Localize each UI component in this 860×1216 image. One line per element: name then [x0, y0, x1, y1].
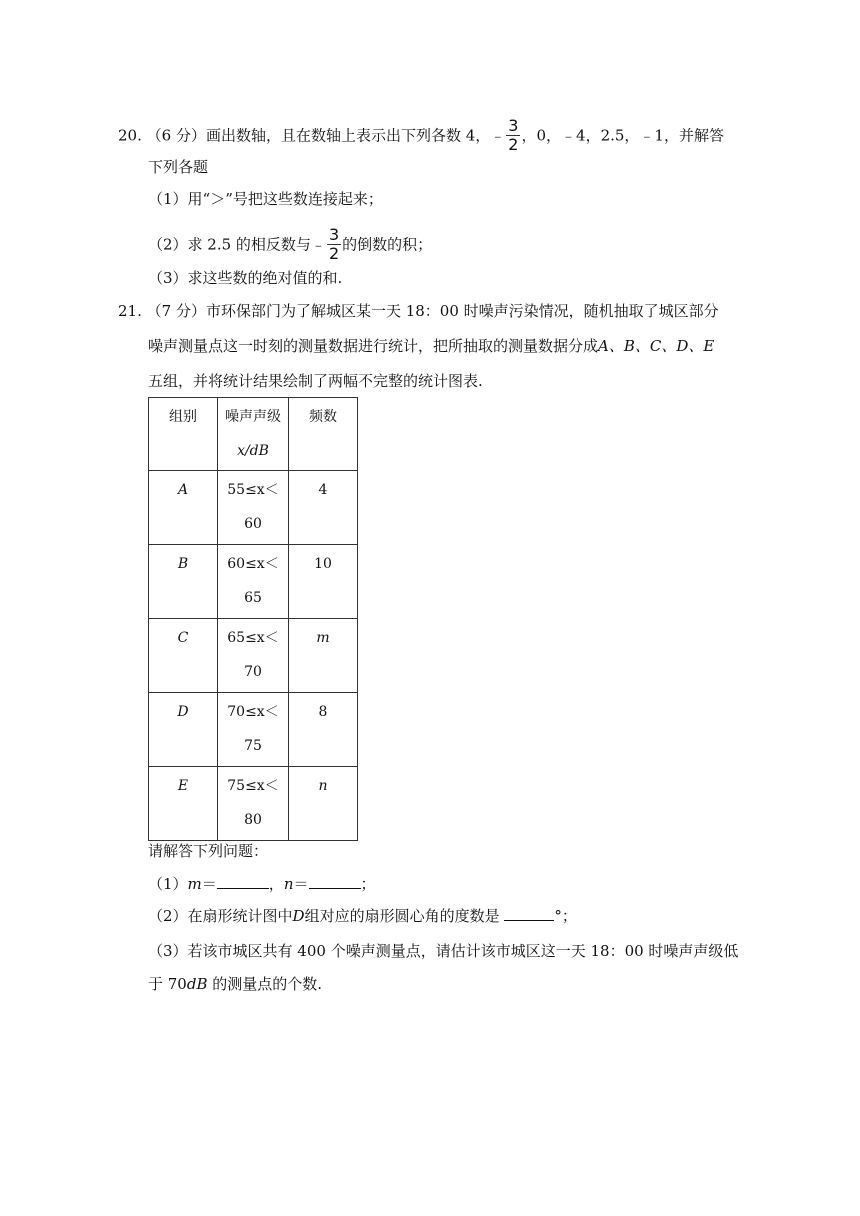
row-range-start: 55≤x＜ — [227, 482, 279, 498]
q20-line1 — [118, 116, 724, 154]
q21-sub2-text-a: （2）在扇形统计图中 — [148, 907, 293, 925]
unit-db: dB — [186, 975, 208, 993]
q20-sub2-fraction — [327, 227, 341, 262]
q21-prompt: 请解答下列问题： — [148, 842, 269, 860]
row-range — [218, 767, 289, 841]
header-noise-level — [218, 398, 289, 471]
table-row — [149, 619, 358, 693]
header-frequency: 频数 — [289, 398, 358, 471]
q20-fraction-numerator: 3 — [508, 116, 519, 135]
table-row — [149, 767, 358, 841]
header-noise-level-label: 噪声声级 — [225, 409, 281, 425]
q21-text-line1: 市环保部门为了解城区某一天 18：00 时噪声污染情况，随机抽取了城区部分 — [205, 302, 719, 320]
var-n: n — [283, 875, 294, 893]
row-frequency: 10 — [289, 545, 358, 619]
row-range-start: 75≤x＜ — [227, 778, 279, 794]
q21-sub1-label: （1） — [148, 875, 188, 893]
equals-sign: ＝ — [293, 875, 309, 893]
row-group: C — [149, 619, 218, 693]
noise-frequency-table — [148, 397, 358, 841]
row-range-end: 80 — [244, 812, 262, 828]
row-group: B — [149, 545, 218, 619]
var-m: m — [187, 875, 202, 893]
row-range-start: 60≤x＜ — [227, 556, 279, 572]
q21-line2 — [148, 335, 714, 357]
q20-sub2-text-a: （2）求 2.5 的相反数与 — [148, 235, 311, 254]
row-range-end: 60 — [244, 516, 262, 532]
row-range-start: 65≤x＜ — [227, 630, 279, 646]
row-range — [218, 471, 289, 545]
var-d: D — [292, 907, 305, 925]
q21-text-line2: 噪声测量点这一时刻的测量数据进行统计，把所抽取的测量数据分成 — [148, 337, 599, 355]
q21-group-letters: A、B、C、D、E — [598, 337, 715, 355]
row-range-start: 70≤x＜ — [227, 704, 279, 720]
q21-points: （7 分） — [146, 302, 206, 320]
q21-sub3-line1: （3）若该市城区共有 400 个噪声测量点，请估计该市城区这一天 18：00 时噪声声级低 — [148, 942, 739, 960]
answer-blank-n[interactable] — [309, 874, 361, 889]
equals-sign: ＝ — [201, 875, 217, 893]
q21-sub2-text-b: 组对应的扇形圆心角的度数是 — [304, 907, 500, 925]
q20-sub1: （1）用“＞”号把这些数连接起来； — [148, 190, 383, 208]
q20-neg-sign: ﹣ — [490, 126, 506, 145]
degree-end: °； — [554, 907, 577, 925]
q20-points: （6 分） — [146, 126, 206, 145]
q20-sub2-fraction-denominator: 2 — [328, 244, 340, 263]
q21-sub3-line2 — [148, 973, 322, 995]
table-row — [149, 693, 358, 767]
q20-text-a: 画出数轴，且在数轴上表示出下列各数 4， — [205, 126, 491, 145]
row-group: D — [149, 693, 218, 767]
q20-line2: 下列各题 — [148, 158, 209, 176]
q21-sub3-text-a: 于 70 — [148, 975, 187, 993]
row-frequency: m — [289, 619, 358, 693]
answer-blank-angle[interactable] — [504, 906, 554, 921]
row-group: A — [149, 471, 218, 545]
q20-sub3: （3）求这些数的绝对值的和. — [148, 269, 343, 287]
q20-sub2-fraction-numerator: 3 — [328, 225, 340, 244]
q20-sub2 — [148, 225, 433, 263]
row-range-end: 70 — [244, 664, 262, 680]
q21-sub1 — [148, 873, 376, 895]
row-range — [218, 619, 289, 693]
row-frequency: n — [289, 767, 358, 841]
separator: ， — [268, 875, 284, 893]
q20-sub2-text-b: 的倒数的积； — [342, 235, 433, 254]
q20-fraction — [506, 118, 520, 153]
table-header-row — [149, 398, 358, 471]
q20-sub2-neg-sign: ﹣ — [310, 235, 326, 254]
row-frequency: 4 — [289, 471, 358, 545]
q21-sub3-text-b: 的测量点的个数. — [207, 975, 323, 993]
q21-sub2 — [148, 905, 577, 927]
line-end: ； — [360, 875, 376, 893]
header-group: 组别 — [149, 398, 218, 471]
table-row — [149, 471, 358, 545]
q21-number: 21. — [118, 302, 142, 320]
row-frequency: 8 — [289, 693, 358, 767]
row-range-end: 65 — [244, 590, 262, 606]
row-range — [218, 545, 289, 619]
header-noise-level-unit: x/dB — [237, 443, 269, 459]
row-group: E — [149, 767, 218, 841]
q20-text-b: ，0，﹣4，2.5，﹣1，并解答 — [521, 126, 724, 145]
q20-number: 20. — [118, 126, 142, 145]
row-range — [218, 693, 289, 767]
table-row — [149, 545, 358, 619]
q21-line3: 五组，并将统计结果绘制了两幅不完整的统计图表. — [148, 372, 483, 390]
q20-fraction-denominator: 2 — [508, 135, 519, 154]
row-range-end: 75 — [244, 738, 262, 754]
q21-line1 — [118, 300, 719, 322]
answer-blank-m[interactable] — [217, 874, 269, 889]
